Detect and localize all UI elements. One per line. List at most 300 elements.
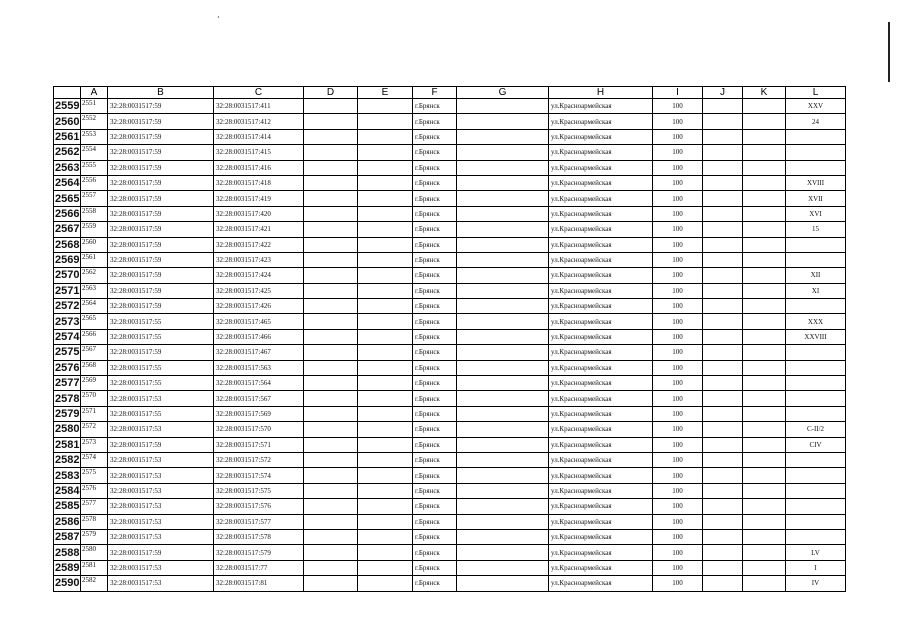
cell-f[interactable]: г.Брянск [413, 437, 457, 452]
cell-b[interactable]: 32:28:0031517:53 [108, 422, 214, 437]
cell-d[interactable] [304, 175, 358, 190]
cell-k[interactable] [743, 129, 786, 144]
cell-k[interactable] [743, 468, 786, 483]
cell-j[interactable] [703, 345, 743, 360]
cell-f[interactable]: г.Брянск [413, 499, 457, 514]
cell-f[interactable]: г.Брянск [413, 576, 457, 591]
cell-h[interactable]: ул.Красноармейская [549, 191, 653, 206]
cell-h[interactable]: ул.Красноармейская [549, 345, 653, 360]
cell-d[interactable] [304, 99, 358, 114]
cell-b[interactable]: 32:28:0031517:53 [108, 452, 214, 467]
cell-a[interactable]: 2565 [81, 314, 108, 329]
cell-f[interactable]: г.Брянск [413, 160, 457, 175]
cell-k[interactable] [743, 145, 786, 160]
cell-e[interactable] [358, 129, 413, 144]
cell-h[interactable]: ул.Красноармейская [549, 560, 653, 575]
cell-b[interactable]: 32:28:0031517:59 [108, 206, 214, 221]
cell-b[interactable]: 32:28:0031517:55 [108, 360, 214, 375]
cell-g[interactable] [457, 576, 549, 591]
cell-i[interactable]: 100 [653, 422, 703, 437]
cell-k[interactable] [743, 483, 786, 498]
cell-i[interactable]: 100 [653, 452, 703, 467]
cell-a[interactable]: 2574 [81, 452, 108, 467]
cell-e[interactable] [358, 422, 413, 437]
cell-e[interactable] [358, 252, 413, 267]
cell-j[interactable] [703, 406, 743, 421]
cell-b[interactable]: 32:28:0031517:55 [108, 406, 214, 421]
cell-c[interactable]: 32:28:0031517:418 [214, 175, 304, 190]
cell-d[interactable] [304, 268, 358, 283]
cell-a[interactable]: 2580 [81, 545, 108, 560]
cell-c[interactable]: 32:28:0031517:575 [214, 483, 304, 498]
cell-c[interactable]: 32:28:0031517:423 [214, 252, 304, 267]
cell-j[interactable] [703, 268, 743, 283]
cell-c[interactable]: 32:28:0031517:570 [214, 422, 304, 437]
cell-e[interactable] [358, 437, 413, 452]
cell-c[interactable]: 32:28:0031517:564 [214, 376, 304, 391]
cell-k[interactable] [743, 283, 786, 298]
cell-a[interactable]: 2567 [81, 345, 108, 360]
row-number[interactable]: 2569 [55, 254, 80, 267]
cell-i[interactable]: 100 [653, 99, 703, 114]
cell-d[interactable] [304, 376, 358, 391]
cell-i[interactable]: 100 [653, 483, 703, 498]
row-number[interactable]: 2567 [55, 223, 80, 236]
cell-e[interactable] [358, 206, 413, 221]
cell-h[interactable]: ул.Красноармейская [549, 329, 653, 344]
cell-f[interactable]: г.Брянск [413, 483, 457, 498]
cell-c[interactable]: 32:28:0031517:416 [214, 160, 304, 175]
cell-j[interactable] [703, 483, 743, 498]
cell-c[interactable]: 32:28:0031517:424 [214, 268, 304, 283]
cell-k[interactable] [743, 452, 786, 467]
cell-b[interactable]: 32:28:0031517:55 [108, 376, 214, 391]
cell-c[interactable]: 32:28:0031517:426 [214, 299, 304, 314]
cell-a[interactable]: 2579 [81, 529, 108, 544]
cell-j[interactable] [703, 376, 743, 391]
cell-b[interactable]: 32:28:0031517:53 [108, 391, 214, 406]
cell-h[interactable]: ул.Красноармейская [549, 576, 653, 591]
row-number[interactable]: 2570 [55, 269, 80, 282]
cell-l[interactable]: С-II/2 [786, 422, 846, 437]
cell-k[interactable] [743, 360, 786, 375]
cell-a[interactable]: 2554 [81, 145, 108, 160]
cell-c[interactable]: 32:28:0031517:421 [214, 222, 304, 237]
cell-i[interactable]: 100 [653, 222, 703, 237]
row-number[interactable]: 2565 [55, 192, 80, 205]
cell-d[interactable] [304, 452, 358, 467]
cell-h[interactable]: ул.Красноармейская [549, 222, 653, 237]
cell-h[interactable]: ул.Красноармейская [549, 252, 653, 267]
cell-j[interactable] [703, 499, 743, 514]
cell-g[interactable] [457, 514, 549, 529]
cell-c[interactable]: 32:28:0031517:465 [214, 314, 304, 329]
cell-j[interactable] [703, 452, 743, 467]
cell-l[interactable] [786, 129, 846, 144]
column-header-h[interactable]: H [549, 87, 653, 99]
cell-f[interactable]: г.Брянск [413, 206, 457, 221]
cell-k[interactable] [743, 206, 786, 221]
cell-l[interactable] [786, 252, 846, 267]
cell-e[interactable] [358, 191, 413, 206]
cell-j[interactable] [703, 99, 743, 114]
cell-l[interactable]: XVI [786, 206, 846, 221]
cell-d[interactable] [304, 576, 358, 591]
cell-k[interactable] [743, 160, 786, 175]
cell-d[interactable] [304, 391, 358, 406]
cell-e[interactable] [358, 314, 413, 329]
cell-f[interactable]: г.Брянск [413, 283, 457, 298]
cell-l[interactable]: 24 [786, 114, 846, 129]
cell-k[interactable] [743, 529, 786, 544]
cell-j[interactable] [703, 422, 743, 437]
cell-f[interactable]: г.Брянск [413, 99, 457, 114]
cell-e[interactable] [358, 483, 413, 498]
cell-h[interactable]: ул.Красноармейская [549, 499, 653, 514]
column-header-g[interactable]: G [457, 87, 549, 99]
column-header-j[interactable]: J [703, 87, 743, 99]
cell-c[interactable]: 32:28:0031517:569 [214, 406, 304, 421]
cell-g[interactable] [457, 329, 549, 344]
cell-f[interactable]: г.Брянск [413, 560, 457, 575]
cell-a[interactable]: 2552 [81, 114, 108, 129]
cell-g[interactable] [457, 499, 549, 514]
cell-g[interactable] [457, 406, 549, 421]
cell-b[interactable]: 32:28:0031517:53 [108, 529, 214, 544]
cell-a[interactable]: 2570 [81, 391, 108, 406]
cell-g[interactable] [457, 437, 549, 452]
cell-d[interactable] [304, 191, 358, 206]
cell-g[interactable] [457, 422, 549, 437]
cell-f[interactable]: г.Брянск [413, 452, 457, 467]
cell-b[interactable]: 32:28:0031517:59 [108, 252, 214, 267]
cell-i[interactable]: 100 [653, 299, 703, 314]
cell-k[interactable] [743, 191, 786, 206]
cell-f[interactable]: г.Брянск [413, 191, 457, 206]
cell-k[interactable] [743, 499, 786, 514]
cell-l[interactable] [786, 391, 846, 406]
cell-h[interactable]: ул.Красноармейская [549, 314, 653, 329]
cell-l[interactable] [786, 529, 846, 544]
cell-b[interactable]: 32:28:0031517:59 [108, 145, 214, 160]
cell-b[interactable]: 32:28:0031517:59 [108, 191, 214, 206]
cell-c[interactable]: 32:28:0031517:567 [214, 391, 304, 406]
cell-e[interactable] [358, 268, 413, 283]
cell-d[interactable] [304, 129, 358, 144]
row-number[interactable]: 2577 [55, 377, 80, 390]
cell-g[interactable] [457, 299, 549, 314]
cell-g[interactable] [457, 160, 549, 175]
cell-j[interactable] [703, 329, 743, 344]
cell-k[interactable] [743, 406, 786, 421]
cell-l[interactable]: XXV [786, 99, 846, 114]
cell-b[interactable]: 32:28:0031517:59 [108, 268, 214, 283]
cell-c[interactable]: 32:28:0031517:415 [214, 145, 304, 160]
cell-d[interactable] [304, 329, 358, 344]
cell-h[interactable]: ул.Красноармейская [549, 391, 653, 406]
column-header-f[interactable]: F [413, 87, 457, 99]
cell-a[interactable]: 2562 [81, 268, 108, 283]
cell-g[interactable] [457, 314, 549, 329]
cell-l[interactable] [786, 376, 846, 391]
cell-k[interactable] [743, 376, 786, 391]
cell-f[interactable]: г.Брянск [413, 314, 457, 329]
cell-e[interactable] [358, 452, 413, 467]
cell-f[interactable]: г.Брянск [413, 114, 457, 129]
column-header-k[interactable]: K [743, 87, 786, 99]
cell-a[interactable]: 2569 [81, 376, 108, 391]
row-number[interactable]: 2564 [55, 177, 80, 190]
cell-i[interactable]: 100 [653, 283, 703, 298]
cell-g[interactable] [457, 529, 549, 544]
cell-e[interactable] [358, 545, 413, 560]
cell-j[interactable] [703, 252, 743, 267]
cell-h[interactable]: ул.Красноармейская [549, 437, 653, 452]
cell-c[interactable]: 32:28:0031517:578 [214, 529, 304, 544]
cell-e[interactable] [358, 499, 413, 514]
cell-f[interactable]: г.Брянск [413, 391, 457, 406]
cell-h[interactable]: ул.Красноармейская [549, 529, 653, 544]
row-number[interactable]: 2590 [55, 577, 80, 590]
cell-d[interactable] [304, 160, 358, 175]
row-number[interactable]: 2582 [55, 454, 80, 467]
cell-g[interactable] [457, 206, 549, 221]
cell-f[interactable]: г.Брянск [413, 514, 457, 529]
cell-f[interactable]: г.Брянск [413, 252, 457, 267]
cell-f[interactable]: г.Брянск [413, 299, 457, 314]
cell-j[interactable] [703, 160, 743, 175]
cell-g[interactable] [457, 391, 549, 406]
cell-e[interactable] [358, 514, 413, 529]
cell-b[interactable]: 32:28:0031517:55 [108, 329, 214, 344]
cell-g[interactable] [457, 560, 549, 575]
cell-b[interactable]: 32:28:0031517:59 [108, 160, 214, 175]
cell-g[interactable] [457, 222, 549, 237]
cell-g[interactable] [457, 145, 549, 160]
row-number[interactable]: 2572 [55, 300, 80, 313]
cell-a[interactable]: 2571 [81, 406, 108, 421]
cell-d[interactable] [304, 114, 358, 129]
cell-h[interactable]: ул.Красноармейская [549, 406, 653, 421]
cell-l[interactable] [786, 299, 846, 314]
row-number[interactable]: 2587 [55, 531, 80, 544]
cell-h[interactable]: ул.Красноармейская [549, 175, 653, 190]
cell-f[interactable]: г.Брянск [413, 268, 457, 283]
column-header-c[interactable]: C [214, 87, 304, 99]
cell-j[interactable] [703, 129, 743, 144]
cell-b[interactable]: 32:28:0031517:59 [108, 545, 214, 560]
cell-a[interactable]: 2576 [81, 483, 108, 498]
cell-c[interactable]: 32:28:0031517:422 [214, 237, 304, 252]
cell-l[interactable] [786, 360, 846, 375]
cell-f[interactable]: г.Брянск [413, 345, 457, 360]
cell-k[interactable] [743, 268, 786, 283]
column-header-a[interactable]: A [81, 87, 108, 99]
cell-a[interactable]: 2573 [81, 437, 108, 452]
cell-e[interactable] [358, 406, 413, 421]
cell-d[interactable] [304, 314, 358, 329]
cell-g[interactable] [457, 99, 549, 114]
cell-b[interactable]: 32:28:0031517:53 [108, 514, 214, 529]
cell-c[interactable]: 32:28:0031517:574 [214, 468, 304, 483]
row-number[interactable]: 2563 [55, 161, 80, 174]
cell-g[interactable] [457, 191, 549, 206]
column-header-l[interactable]: L [786, 87, 846, 99]
cell-d[interactable] [304, 468, 358, 483]
cell-e[interactable] [358, 360, 413, 375]
cell-h[interactable]: ул.Красноармейская [549, 360, 653, 375]
cell-d[interactable] [304, 145, 358, 160]
cell-k[interactable] [743, 560, 786, 575]
cell-k[interactable] [743, 114, 786, 129]
cell-d[interactable] [304, 252, 358, 267]
cell-g[interactable] [457, 268, 549, 283]
cell-l[interactable]: I [786, 560, 846, 575]
cell-l[interactable] [786, 345, 846, 360]
cell-a[interactable]: 2558 [81, 206, 108, 221]
cell-g[interactable] [457, 483, 549, 498]
cell-l[interactable]: LV [786, 545, 846, 560]
cell-i[interactable]: 100 [653, 406, 703, 421]
cell-l[interactable]: 15 [786, 222, 846, 237]
cell-i[interactable]: 100 [653, 376, 703, 391]
cell-l[interactable] [786, 406, 846, 421]
cell-i[interactable]: 100 [653, 345, 703, 360]
cell-l[interactable] [786, 145, 846, 160]
cell-k[interactable] [743, 422, 786, 437]
cell-j[interactable] [703, 299, 743, 314]
cell-h[interactable]: ул.Красноармейская [549, 283, 653, 298]
cell-b[interactable]: 32:28:0031517:59 [108, 437, 214, 452]
cell-e[interactable] [358, 222, 413, 237]
cell-h[interactable]: ул.Красноармейская [549, 299, 653, 314]
cell-c[interactable]: 32:28:0031517:425 [214, 283, 304, 298]
cell-h[interactable]: ул.Красноармейская [549, 268, 653, 283]
cell-h[interactable]: ул.Красноармейская [549, 452, 653, 467]
cell-l[interactable]: XXX [786, 314, 846, 329]
cell-c[interactable]: 32:28:0031517:467 [214, 345, 304, 360]
cell-l[interactable]: XVII [786, 191, 846, 206]
cell-j[interactable] [703, 560, 743, 575]
cell-g[interactable] [457, 237, 549, 252]
cell-k[interactable] [743, 299, 786, 314]
cell-i[interactable]: 100 [653, 160, 703, 175]
cell-e[interactable] [358, 283, 413, 298]
cell-i[interactable]: 100 [653, 237, 703, 252]
row-number[interactable]: 2559 [55, 100, 80, 113]
cell-i[interactable]: 100 [653, 560, 703, 575]
cell-f[interactable]: г.Брянск [413, 237, 457, 252]
cell-c[interactable]: 32:28:0031517:411 [214, 99, 304, 114]
cell-b[interactable]: 32:28:0031517:59 [108, 222, 214, 237]
cell-i[interactable]: 100 [653, 314, 703, 329]
cell-d[interactable] [304, 560, 358, 575]
cell-f[interactable]: г.Брянск [413, 529, 457, 544]
cell-k[interactable] [743, 252, 786, 267]
cell-b[interactable]: 32:28:0031517:53 [108, 468, 214, 483]
cell-a[interactable]: 2553 [81, 129, 108, 144]
cell-h[interactable]: ул.Красноармейская [549, 114, 653, 129]
cell-e[interactable] [358, 376, 413, 391]
cell-c[interactable]: 32:28:0031517:81 [214, 576, 304, 591]
row-number[interactable]: 2581 [55, 438, 80, 451]
cell-e[interactable] [358, 468, 413, 483]
cell-f[interactable]: г.Брянск [413, 222, 457, 237]
cell-a[interactable]: 2572 [81, 422, 108, 437]
cell-i[interactable]: 100 [653, 145, 703, 160]
row-number[interactable]: 2573 [55, 315, 80, 328]
cell-k[interactable] [743, 99, 786, 114]
cell-d[interactable] [304, 283, 358, 298]
cell-c[interactable]: 32:28:0031517:563 [214, 360, 304, 375]
cell-a[interactable]: 2560 [81, 237, 108, 252]
cell-c[interactable]: 32:28:0031517:419 [214, 191, 304, 206]
cell-d[interactable] [304, 483, 358, 498]
cell-g[interactable] [457, 376, 549, 391]
cell-c[interactable]: 32:28:0031517:577 [214, 514, 304, 529]
cell-d[interactable] [304, 299, 358, 314]
cell-e[interactable] [358, 529, 413, 544]
row-number[interactable]: 2586 [55, 515, 80, 528]
cell-d[interactable] [304, 499, 358, 514]
cell-e[interactable] [358, 160, 413, 175]
cell-f[interactable]: г.Брянск [413, 422, 457, 437]
cell-d[interactable] [304, 545, 358, 560]
cell-f[interactable]: г.Брянск [413, 360, 457, 375]
cell-k[interactable] [743, 437, 786, 452]
cell-l[interactable] [786, 237, 846, 252]
cell-j[interactable] [703, 576, 743, 591]
cell-a[interactable]: 2564 [81, 299, 108, 314]
cell-i[interactable]: 100 [653, 529, 703, 544]
cell-b[interactable]: 32:28:0031517:59 [108, 299, 214, 314]
row-number[interactable]: 2562 [55, 146, 80, 159]
cell-j[interactable] [703, 360, 743, 375]
cell-l[interactable]: XII [786, 268, 846, 283]
row-number[interactable]: 2568 [55, 238, 80, 251]
cell-b[interactable]: 32:28:0031517:53 [108, 576, 214, 591]
cell-a[interactable]: 2556 [81, 175, 108, 190]
cell-j[interactable] [703, 437, 743, 452]
cell-e[interactable] [358, 391, 413, 406]
cell-j[interactable] [703, 206, 743, 221]
cell-h[interactable]: ул.Красноармейская [549, 468, 653, 483]
cell-a[interactable]: 2582 [81, 576, 108, 591]
corner-cell[interactable] [54, 87, 81, 99]
cell-k[interactable] [743, 345, 786, 360]
cell-b[interactable]: 32:28:0031517:53 [108, 560, 214, 575]
cell-i[interactable]: 100 [653, 499, 703, 514]
cell-b[interactable]: 32:28:0031517:59 [108, 237, 214, 252]
cell-h[interactable]: ул.Красноармейская [549, 237, 653, 252]
cell-a[interactable]: 2559 [81, 222, 108, 237]
cell-f[interactable]: г.Брянск [413, 129, 457, 144]
cell-b[interactable]: 32:28:0031517:59 [108, 175, 214, 190]
cell-k[interactable] [743, 222, 786, 237]
cell-i[interactable]: 100 [653, 545, 703, 560]
cell-c[interactable]: 32:28:0031517:414 [214, 129, 304, 144]
cell-k[interactable] [743, 329, 786, 344]
cell-g[interactable] [457, 452, 549, 467]
cell-f[interactable]: г.Брянск [413, 376, 457, 391]
cell-h[interactable]: ул.Красноармейская [549, 99, 653, 114]
cell-j[interactable] [703, 175, 743, 190]
row-number[interactable]: 2585 [55, 500, 80, 513]
cell-i[interactable]: 100 [653, 468, 703, 483]
cell-e[interactable] [358, 175, 413, 190]
cell-e[interactable] [358, 576, 413, 591]
cell-f[interactable]: г.Брянск [413, 406, 457, 421]
